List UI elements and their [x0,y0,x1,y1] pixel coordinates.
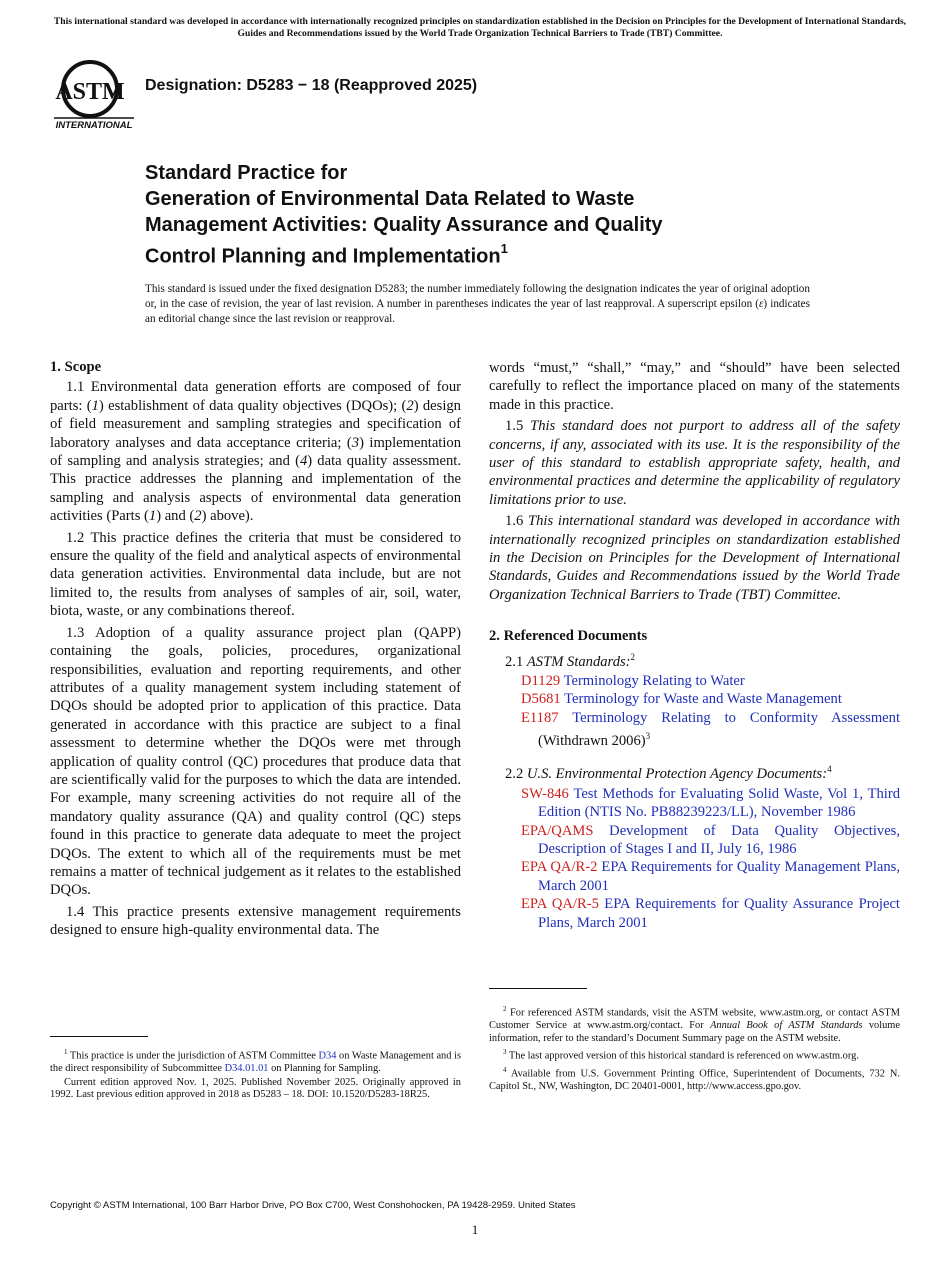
footnote-4: $^4$ Available from U.S. Government Printing Office, Superintendent of Documents, 732 N. Capitol St., NW, Washington, DC 20401-0001, http://www.access.gpo.gov. [489,1066,900,1093]
logo-letters: ASTM [55,79,125,105]
reference-title-link[interactable]: Terminology for Waste and Waste Management [564,691,842,708]
astm-standards-label: 2.1 ASTM Standards:$^2$ [505,651,636,670]
reference-code-link[interactable]: SW-846 [521,785,569,802]
title-line-4: Control Planning and Implementation$^1$ [145,241,508,268]
reference-item [505,858,900,895]
logo-wordmark: INTERNATIONAL [55,120,133,130]
reference-item [505,785,900,822]
para-1-1: 1.1 Environmental data generation efforts are composed of four parts: (1) establishment of data quality objectives (DQOs); (2) design of field measurement and sampling strategies and specification of laboratory analyses and data acceptance criteria; (3) implementation of sampling and analysis strategies; and (4) data quality assessment. This practice addresses the planning and implementation of the sampling and analysis aspects of environmental data generation activities (Parts (1) and (2) above). [50,379,461,525]
para-1-4b: words “must,” “shall,” “may,” and “should” have been selected carefully to reflect the importance placed on many of the statements made in this practice. [489,360,900,413]
footnote-rule-left [50,1036,148,1037]
reference-title-link[interactable]: EPA Requirements for Quality Assurance Project Plans, March 2001 [538,896,900,931]
reference-note: (Withdrawn 2006) [538,733,646,750]
para-1-4a: 1.4 This practice presents extensive management requirements designed to ensure high-quality environmental data. The [50,903,461,939]
reference-title-link[interactable]: Development of Data Quality Objectives, Description of Stages I and II, July 16, 1986 [538,822,901,857]
reference-footnote-mark: 3 [645,731,651,742]
reference-title-link[interactable]: Test Methods for Evaluating Solid Waste, Vol 1, Third Edition (NTIS No. PB88239223/LL), November 1986 [538,785,900,821]
reference-code-link[interactable]: EPA/QAMS [521,822,594,839]
designation: Designation: D5283 − 18 (Reapproved 2025) [145,77,478,94]
right-column [489,359,900,932]
reference-code-link[interactable]: D1129 [521,672,561,689]
para-1-2: 1.2 This practice defines the criteria that must be considered to ensure the quality of the field and analytical aspects of environmental data generation activities. Environmental data include, but are not limited to, the results from analyses of samples of air, soil, water, biota, waste, or any combinations thereof. [50,529,461,620]
footnote-3: $^3$ The last approved version of this historical standard is referenced on www.astm.org. [503,1048,859,1062]
footnote-1: $^1$ This practice is under the jurisdiction of ASTM Committee D34 on Waste Management and is the direct responsibility of Subcommittee D34.01.01 on Planning for Sampling. [50,1048,461,1075]
reference-code-link[interactable]: EPA QA/R-5 [521,896,599,913]
para-1-3: 1.3 Adoption of a quality assurance project plan (QAPP) containing the goals, policies, procedures, organizational responsibilities, evaluation and reporting requirements, and other attributes of a quality management system including statement of DQOs should be adopted prior to application of this practice. Data generated in accordance with this practice are subject to a final assessment to determine whether the DQOs were met through application of quality control (QC) procedures that produce data that are scientifically valid for the purposes to which the data are intended. For example, many screening activities do not require all of the mandatory quality assurance (QA) and quality control (QC) steps found in this practice to generate data adequate to meet the project DQOs. The extent to which all of the requirements must be met remains a matter of technical judgement as it relates to the established DQOs. [50,624,461,899]
title-line-1: Standard Practice for [145,162,348,184]
reference-code-link[interactable]: D5681 [521,691,561,708]
left-column [50,358,461,943]
footnote-2: $^2$ For referenced ASTM standards, visit the ASTM website, www.astm.org, or contact ASTM Customer Service at www.astm.org/contact. For Annual Book of ASTM Standards volume information, refer to the standard’s Document Summary page on the ASTM website. [489,1005,900,1044]
copyright-notice: Copyright © ASTM International, 100 Barr Harbor Drive, PO Box C700, West Conshohocken, PA 19428-2959. United States [50,1200,576,1211]
reference-item [505,672,900,690]
scope-heading: 1. Scope [50,359,102,375]
para-1-6: 1.6 This international standard was developed in accordance with internationally recognized principles on standardization established in the Decision on Principles for the Development of International Standards, Guides and Recommendations issued by the World Trade Organization Technical Barriers to Trade (TBT) Committee. [489,513,901,603]
reference-code-link[interactable]: EPA QA/R-2 [521,859,598,876]
astm-reference-list [489,672,900,750]
title-line-2: Generation of Environmental Data Related to Waste [145,188,635,210]
reference-title-link[interactable]: EPA Requirements for Quality Management Plans, March 2001 [538,859,900,894]
reference-code-link[interactable]: E1187 [521,709,559,726]
reference-item [505,822,900,859]
page-number: 1 [471,1222,479,1237]
reference-title-link[interactable]: Terminology Relating to Conformity Assessment [572,709,900,726]
title-line-3: Management Activities: Quality Assurance and Quality [145,214,663,236]
committee-d34-link[interactable]: D34 [318,1050,337,1062]
subcommittee-link[interactable]: D34.01.01 [224,1063,269,1075]
reference-item [505,709,900,751]
issuance-note: This standard is issued under the fixed designation D5283; the number immediately following the designation indicates the year of original adoption or, in the case of revision, the year of last revision. A number in parentheses indicates the year of last reapproval. A superscript epsilon (ε) indicates an editorial change since the last revision or reapproval. [145,283,810,325]
astm-logo [52,56,136,130]
top-notice: This international standard was developed in accordance with internationally recognized principles on standardization established in the Decision on Principles for the Development of International Standards, Guides and Recommendations issued by the World Trade Organization Technical Barriers to Trade (TBT) Committee. [53,16,907,39]
reference-item [505,895,900,932]
reference-item [505,690,900,708]
title-footnote-mark: 1 [500,241,508,256]
para-1-5: 1.5 This standard does not purport to address all of the safety concerns, if any, associated with its use. It is the responsibility of the user of this standard to establish appropriate safety, health, and environmental practices and determine the applicability of regulatory limitations prior to use. [489,418,900,508]
footnotes-right [489,1003,900,1095]
epa-reference-list [489,785,900,932]
epa-documents-label: 2.2 U.S. Environmental Protection Agency Documents:$^4$ [505,764,832,783]
footnote-1-edition: Current edition approved Nov. 1, 2025. Published November 2025. Originally approved in 1992. Last previous edition approved in 2018 as D5283 – 18. DOI: 10.1520/D5283-18R25. [50,1076,461,1101]
refdocs-heading: 2. Referenced Documents [489,628,648,645]
footnote-rule-right [489,988,587,989]
footnotes-left [50,1046,461,1103]
document-title [145,160,845,270]
reference-title-link[interactable]: Terminology Relating to Water [563,672,745,689]
